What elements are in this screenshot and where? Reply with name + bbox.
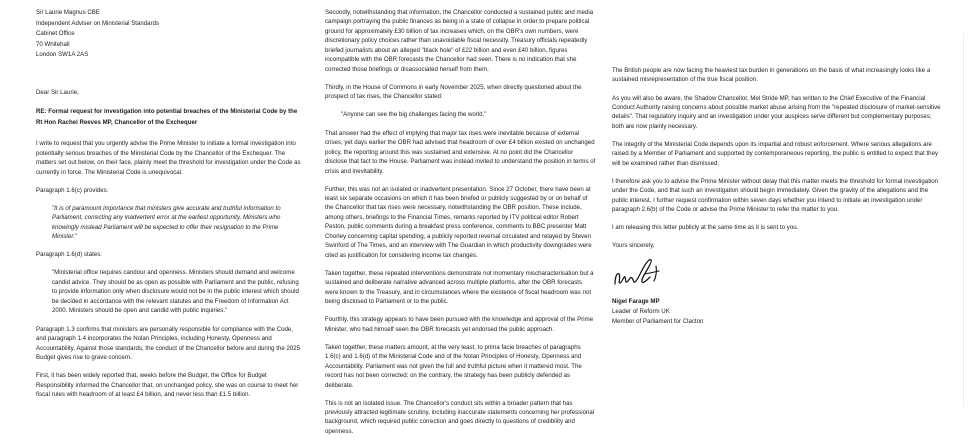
signer-name: Nigel Farage MP: [612, 297, 660, 305]
paragraph-c3-3: The integrity of the Ministerial Code depends upon its impartial and robust enforcement. Where serious allegations are raised by a Member of Parliament and supported by contemporaneous reporting, the public is entitled to expect that they will be examined rather than dismissed.: [612, 140, 939, 167]
recipient-address: [36, 8, 302, 61]
subject-line: RE: Formal request for investigation into potential breaches of the Ministerial Code by the Rt Hon Rachel Reeves MP, Chancellor of the Exchequer: [36, 107, 298, 126]
paragraph-c2-1: Secondly, notwithstanding that information, the Chancellor conducted a sustained public and media campaign portraying the public finances as being in a state of collapse in order to prepare political ground for approximately £30 billion of tax increases which, on the OBR's own numbers, were discretionary policy choices rather than unavoidable fiscal necessity. Treasury officials repeatedly briefed journalists about an alleged "black hole" of £22 billion and even £40 billion, figures incompatible with the OBR forecasts the Chancellor had seen. There is no indication that she corrected those briefings or disassociated herself from them.: [325, 9, 594, 73]
paragraph-c1-4: Paragraph 1.3 confirms that ministers are personally responsible for compliance with the Code, and paragraph 1.4 incorporates the Nolan Principles, including Honesty, Openness and Accountability. Against those standards, the conduct of the Chancellor before and during the 2025 Budget gives rise to grave concern.: [36, 325, 301, 362]
address-line-2: Independent Adviser on Ministerial Standards: [36, 19, 160, 27]
letter-column-1: [36, 0, 302, 408]
salutation: Dear Sir Laurie,: [36, 88, 79, 96]
signoff: Yours sincerely,: [612, 242, 655, 250]
paragraph-c3-1: The British people are now facing the heaviest tax burden in generations on the basis of what increasingly looks like a sustained misrepresentation of the true fiscal position.: [612, 67, 931, 84]
paragraph-c2-3: That answer had the effect of implying that major tax rises were inevitable because of external crises, yet days earlier the OBR had advised that headroom of over £4 billion existed on unchanged policy, the reporting around this was sustained and extensive. At no point did the Chancellor disclose that fact to the House. Parliament was instead invited to understand the position in terms of crisis and inevitability.: [325, 129, 596, 175]
letter-column-3: [612, 0, 942, 327]
paragraph-c1-5: First, it has been widely reported that, weeks before the Budget, the Office for Budget Responsibility informed the Chancellor that, on unchanged policy, she was on course to meet her fiscal rules with headroom of at least £4 billion, and never less than £1.5 billion.: [36, 372, 299, 399]
signer-role: Leader of Reform UK: [612, 307, 670, 315]
address-line-3: Cabinet Office: [36, 30, 75, 37]
signer-constituency: Member of Parliament for Clacton: [612, 318, 704, 326]
letter-column-2: [325, 0, 596, 445]
paragraph-c1-3: Paragraph 1.6(d) states:: [36, 251, 102, 259]
paragraph-c1-2: Paragraph 1.6(c) provides:: [36, 186, 109, 194]
address-gap: [36, 61, 302, 88]
paragraph-c2-4: Further, this was not an isolated or inadvertent presentation. Since 27 October, there have been at least six separate occasions on which it has been briefed or publicly suggested by or on behalf of the Chancellor that tax rises were necessary, notwithstanding the OBR position. These include, among others, briefings to the Financial Times, remarks reported by ITV political editor Robert Peston, public comments during a breakfast press conference, comments to BBC presenter Matt Chorley concerning capital spending, a publicly reported reversal circulated and relayed by Steven Swinford of The Times, and an interview with The Guardian in which productivity downgrades were cited as justification for considering income tax changes.: [325, 185, 592, 259]
paragraph-c2-7: Taken together, these matters amount, at the very least, to prima facie breaches of paragraphs 1.6(c) and 1.6(d) of the Ministerial Code and of the Nolan Principles of Honesty, Openness and Accountability. Parliament was not given the full and truthful picture when it mattered most. The record has not been corrected; on the contrary, the strategy has been publicly defended as deliberate.: [325, 343, 582, 389]
blockquote-code-1-6-c: "It is of paramount importance that ministers give accurate and truthful information to Parliament, correcting any inadvertent error at the earliest opportunity. Ministers who knowingly mislead Parliament will be expected to offer their resignation to the Prime Minister.": [52, 204, 281, 240]
paragraph-c3-2: As you will also be aware, the Shadow Chancellor, Mel Stride MP, has written to the Chief Executive of the Financial Conduct Authority raising concerns about possible market abuse arising from the "repeated disclosure of market-sensitive details". That regulatory inquiry and an investigation under your auspices serve different but complementary purposes; both are now plainly necessary.: [612, 94, 941, 130]
paragraph-c1-1: I write to request that you urgently advise the Prime Minister to initiate a formal investigation into potentially serious breaches of the Ministerial Code by the Chancellor of the Exchequer. The matters set out below, on their face, plainly meet the threshold for investigation under the Code as currently in force. The Ministerial Code is unequivocal.: [36, 140, 301, 176]
paragraph-c3-4: I therefore ask you to advise the Prime Minister without delay that this matter meets the threshold for formal investigation under the Code, and that such an investigation should begin immediately. Given the gravity of the allegations and the public interest, I further request confirmation within seven days whether you intend to initiate an investigation under paragraph 2.6(b) of the Code or advise the Prime Minister to refer the matter to you.: [612, 177, 939, 214]
handwritten-signature-icon: [612, 257, 682, 291]
paragraph-c2-8: This is not an isolated issue. The Chancellor's conduct sits within a broader pattern that has previously attracted legitimate scrutiny, including inaccurate statements concerning her professional background, which required public correction and goes directly to questions of credibility and openness.: [325, 399, 595, 435]
page-right-edge: [963, 33, 964, 407]
blockquote-chancellor-statement: "Anyone can see the big challenges facing the world.": [341, 111, 487, 119]
blockquote-code-1-6-d: "Ministerial office requires candour and openness. Ministers should demand and welcome candid advice. They should be as open as possible with Parliament and the public, refusing to provide information only when disclosure would not be in the public interest which should be decided in accordance with the relevant statutes and the Freedom of Information Act 2000. Ministers should be open and candid with public inquiries.": [52, 269, 299, 315]
paragraph-c2-2: Thirdly, in the House of Commons in early November 2025, when directly questioned about the prospect of tax rises, the Chancellor stated:: [325, 83, 582, 101]
paragraph-c3-5: I am releasing this letter publicly at the same time as it is sent to you.: [612, 224, 799, 232]
address-line-4: 70 Whitehall: [36, 40, 70, 48]
paragraph-c2-6: Fourthly, this strategy appears to have been pursued with the knowledge and approval of the Prime Minister, who had himself seen the OBR forecasts yet endorsed the public approach.: [325, 316, 594, 333]
address-line-1: Sir Laurie Magnus CBE: [36, 9, 100, 16]
address-line-5: London SW1A 2AS: [36, 51, 89, 58]
paragraph-c2-5: Taken together, these repeated interventions demonstrate not momentary mischaracterisation but a sustained and deliberate narrative advanced across multiple platforms, after the OBR forecasts were known to the Treasury, and in circumstances where the existence of fiscal headroom was not being disclosed to Parliament or to the public.: [325, 269, 594, 306]
